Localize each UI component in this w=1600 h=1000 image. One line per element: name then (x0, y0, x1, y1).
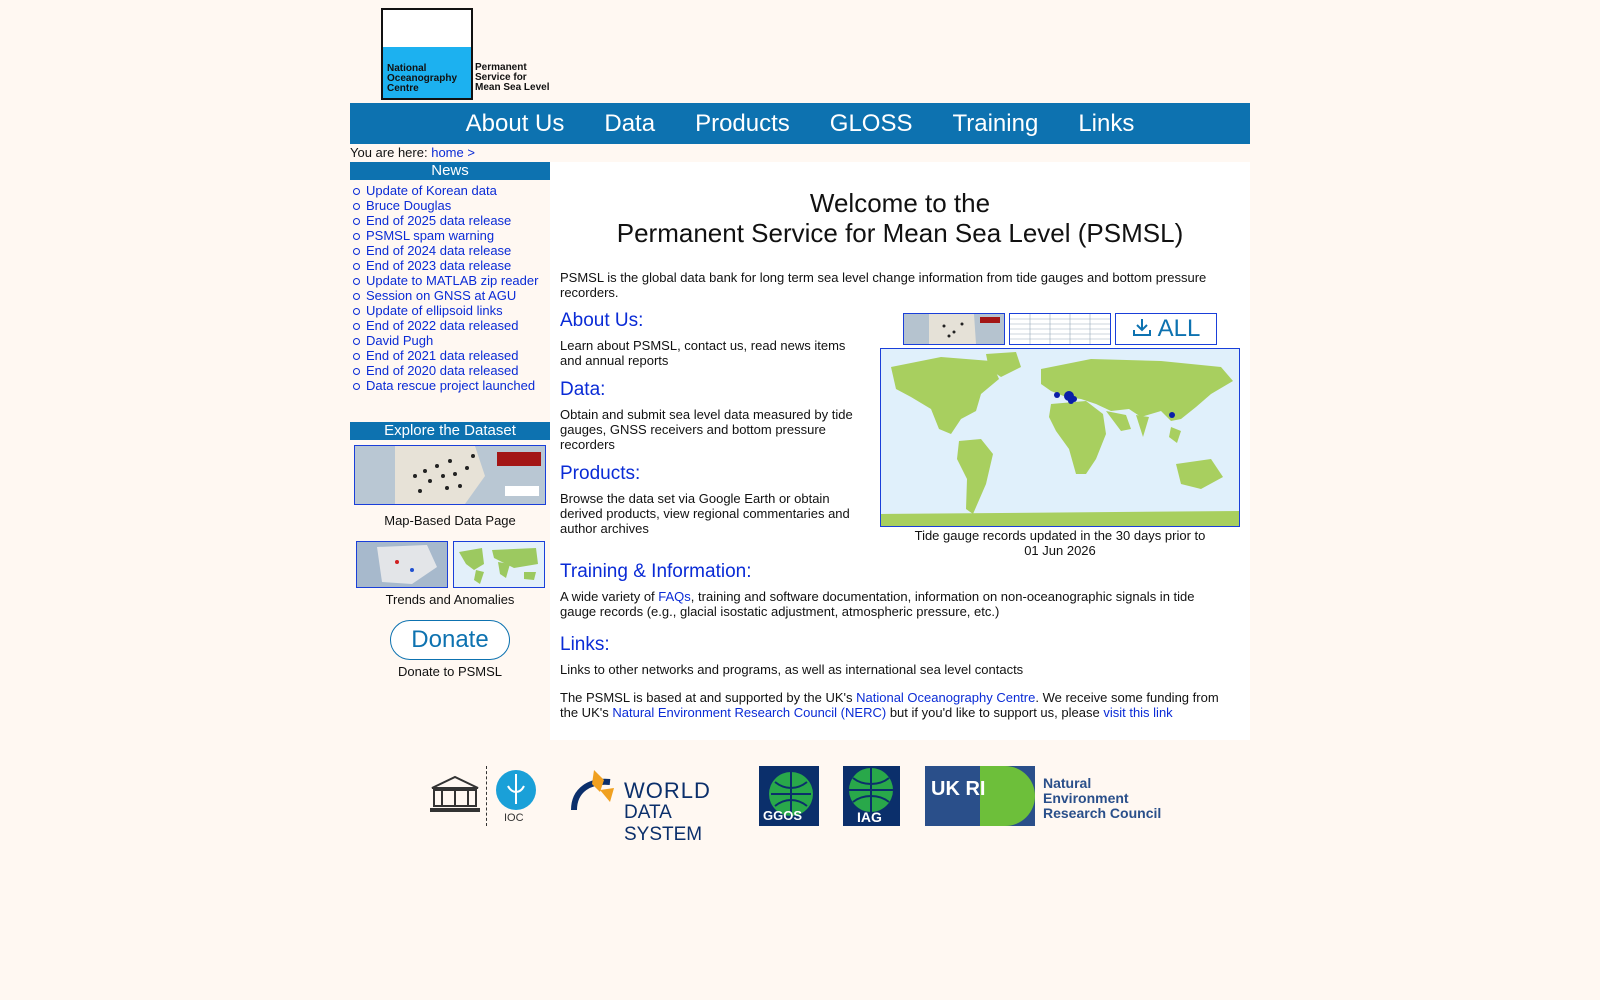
logo-line-2: Oceanography (387, 73, 458, 84)
links-heading[interactable]: Links: (560, 634, 610, 655)
ggos-logo[interactable] (759, 766, 819, 826)
news-item[interactable]: End of 2024 data release (350, 243, 550, 258)
breadcrumb-prefix: You are here: (350, 145, 428, 160)
links-text: Links to other networks and programs, as well as international sea level contacts (560, 662, 1024, 677)
nav-gloss[interactable]: GLOSS (829, 109, 913, 137)
welcome-line-1: Welcome to the (809, 188, 991, 218)
news-heading: News (350, 162, 550, 180)
noc-link[interactable]: National Oceanography Centre (856, 690, 1036, 705)
nav-links[interactable]: Links (1078, 109, 1135, 137)
nerc-line-3: Research Council (1043, 805, 1162, 821)
support-link[interactable]: visit this link (1103, 705, 1173, 720)
news-item[interactable]: Update of Korean data (350, 183, 550, 198)
unesco-temple-icon (430, 774, 480, 814)
trends-thumbnails (350, 541, 550, 588)
map-data-thumbnail[interactable] (354, 445, 546, 505)
news-item[interactable]: End of 2021 data released (350, 348, 550, 363)
recent-updates-map[interactable] (880, 348, 1240, 527)
unesco-ioc-logo[interactable] (430, 766, 545, 828)
map-caption-line-2: 01 Jun 2026 (1024, 543, 1096, 558)
partner-logos (430, 766, 1190, 845)
news-item[interactable]: End of 2022 data released (350, 318, 550, 333)
news-item[interactable]: Data rescue project launched (350, 378, 550, 393)
products-text: Browse the data set via Google Earth or obtain derived products, view regional commentaries and author archives (560, 491, 850, 536)
ggos-label: GGOS (763, 808, 803, 823)
trends-world-thumbnail[interactable] (453, 541, 545, 588)
download-icon (1132, 317, 1152, 342)
download-all-label: ALL (1157, 315, 1201, 342)
main-nav (350, 103, 1250, 144)
news-item[interactable]: PSMSL spam warning (350, 228, 550, 243)
news-item[interactable]: Update of ellipsoid links (350, 303, 550, 318)
welcome-heading (550, 188, 1250, 248)
nav-training[interactable]: Training (952, 109, 1039, 137)
iag-label: IAG (857, 809, 882, 825)
explore-heading: Explore the Dataset (350, 422, 550, 440)
donate-button[interactable]: Donate (390, 620, 510, 660)
table-view-button[interactable] (1009, 313, 1111, 345)
breadcrumb (350, 145, 475, 160)
about-us-heading[interactable]: About Us: (560, 310, 644, 331)
logo-line-1: National (387, 63, 427, 74)
noc-logo-box (381, 8, 473, 100)
download-all-button[interactable] (1115, 313, 1217, 345)
world-data-system-logo[interactable] (570, 768, 735, 845)
nerc-line-1: Natural (1043, 775, 1092, 791)
ukri-nerc-logo[interactable] (925, 766, 1165, 826)
news-item[interactable]: Bruce Douglas (350, 198, 550, 213)
data-heading[interactable]: Data: (560, 379, 606, 400)
sidebar (350, 162, 550, 679)
breadcrumb-home[interactable]: home > (431, 145, 475, 160)
faqs-link[interactable]: FAQs (658, 589, 691, 604)
news-list (350, 183, 550, 393)
welcome-line-2: Permanent Service for Mean Sea Level (PSMSL) (616, 218, 1184, 248)
map-caption-line-1: Tide gauge records updated in the 30 days prior to (914, 528, 1206, 543)
funding-text: The PSMSL is based at and supported by the UK's National Oceanography Centre. We receive some funding from the UK's Natural Environment Research Council (NERC) but if you'd like to support us, please visit this link (560, 690, 1219, 720)
donate-caption: Donate to PSMSL (397, 664, 503, 679)
nav-products[interactable]: Products (695, 109, 790, 137)
map-data-caption: Map-Based Data Page (384, 513, 516, 528)
trends-caption: Trends and Anomalies (385, 592, 515, 607)
nav-about-us[interactable]: About Us (465, 109, 565, 137)
news-item[interactable]: End of 2023 data release (350, 258, 550, 273)
logo-line-3: Centre (387, 83, 419, 94)
map-view-button[interactable] (903, 313, 1005, 345)
iag-logo[interactable] (843, 766, 900, 826)
training-heading[interactable]: Training & Information: (560, 561, 752, 582)
products-heading[interactable]: Products: (560, 463, 641, 484)
logo-side-line-1: Permanent (475, 62, 527, 73)
news-item[interactable]: End of 2020 data released (350, 363, 550, 378)
intro-text: PSMSL is the global data bank for long term sea level change information from tide gauges and bottom pressure recorders. (560, 270, 1207, 300)
news-item[interactable]: Session on GNSS at AGU (350, 288, 550, 303)
data-text: Obtain and submit sea level data measured by tide gauges, GNSS receivers and bottom pressure recorders (560, 407, 853, 452)
wds-globe-icon (570, 768, 626, 824)
wds-line-2: DATA SYSTEM (624, 802, 703, 845)
training-text: A wide variety of FAQs, training and software documentation, information on non-oceanographic signals in tide gauge records (e.g., glacial isostatic adjustment, atmospheric pressure, etc.) (560, 589, 1195, 619)
ukri-label: UK RI (931, 778, 986, 800)
map-caption (880, 528, 1240, 558)
about-us-text: Learn about PSMSL, contact us, read news items and annual reports (560, 338, 846, 368)
nerc-line-2: Environment (1043, 790, 1129, 806)
news-item[interactable]: End of 2025 data release (350, 213, 550, 228)
nerc-link[interactable]: Natural Environment Research Council (NERC) (612, 705, 887, 720)
trends-europe-thumbnail[interactable] (356, 541, 448, 588)
logo-side-line-2: Service for (475, 72, 527, 83)
main-content (550, 162, 1250, 740)
ioc-globe-icon (494, 768, 538, 812)
noc-psmsl-logo[interactable] (381, 8, 556, 98)
explore-section (350, 422, 550, 679)
nav-data[interactable]: Data (604, 109, 656, 137)
logo-side-line-3: Mean Sea Level (475, 82, 550, 93)
ioc-label: IOC (504, 812, 524, 824)
news-item[interactable]: Update to MATLAB zip reader (350, 273, 550, 288)
wds-line-1: WORLD (624, 778, 711, 803)
news-item[interactable]: David Pugh (350, 333, 550, 348)
